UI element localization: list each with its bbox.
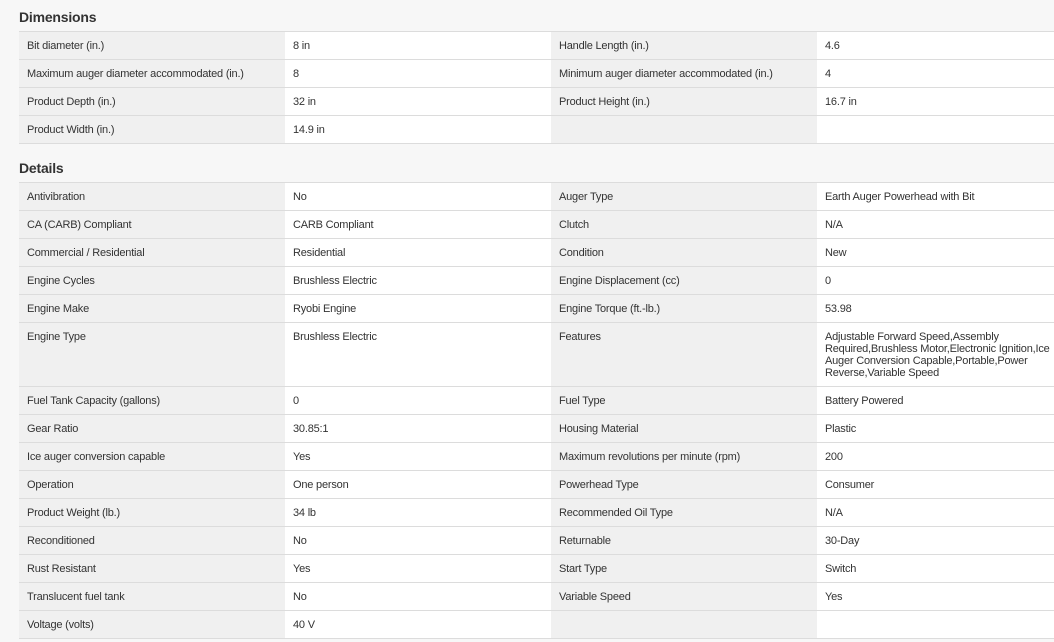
spec-value: Brushless Electric xyxy=(285,267,551,295)
spec-label: Bit diameter (in.) xyxy=(19,32,285,60)
spec-label: Condition xyxy=(551,239,817,267)
spec-label: Features xyxy=(551,323,817,387)
spec-label: Fuel Type xyxy=(551,387,817,415)
spec-value: Switch xyxy=(817,555,1054,583)
spec-label: Voltage (volts) xyxy=(19,611,285,639)
spec-value: N/A xyxy=(817,499,1054,527)
spec-value: 32 in xyxy=(285,88,551,116)
spec-row xyxy=(19,239,1054,267)
spec-value: No xyxy=(285,183,551,211)
spec-value: 40 V xyxy=(285,611,551,639)
spec-row xyxy=(19,267,1054,295)
spec-value: 0 xyxy=(817,267,1054,295)
spec-value: Brushless Electric xyxy=(285,323,551,387)
spec-label: Auger Type xyxy=(551,183,817,211)
spec-label: Variable Speed xyxy=(551,583,817,611)
details-heading: Details xyxy=(19,160,64,176)
spec-label xyxy=(551,116,817,144)
spec-value: New xyxy=(817,239,1054,267)
spec-value: Plastic xyxy=(817,415,1054,443)
spec-row xyxy=(19,499,1054,527)
spec-row xyxy=(19,183,1054,211)
spec-value: 8 xyxy=(285,60,551,88)
spec-label: Recommended Oil Type xyxy=(551,499,817,527)
spec-row xyxy=(19,387,1054,415)
spec-value: 34 lb xyxy=(285,499,551,527)
spec-label: Fuel Tank Capacity (gallons) xyxy=(19,387,285,415)
spec-row xyxy=(19,32,1054,60)
spec-row xyxy=(19,295,1054,323)
spec-label: Start Type xyxy=(551,555,817,583)
spec-label: Operation xyxy=(19,471,285,499)
spec-label: Maximum auger diameter accommodated (in.) xyxy=(19,60,285,88)
spec-row xyxy=(19,415,1054,443)
spec-value: 30.85:1 xyxy=(285,415,551,443)
spec-label xyxy=(551,611,817,639)
spec-row xyxy=(19,211,1054,239)
spec-label: Housing Material xyxy=(551,415,817,443)
spec-value: N/A xyxy=(817,211,1054,239)
spec-label: Engine Displacement (cc) xyxy=(551,267,817,295)
spec-label: Product Depth (in.) xyxy=(19,88,285,116)
spec-value: Ryobi Engine xyxy=(285,295,551,323)
spec-label: Returnable xyxy=(551,527,817,555)
spec-label: Clutch xyxy=(551,211,817,239)
spec-label: Translucent fuel tank xyxy=(19,583,285,611)
spec-label: Ice auger conversion capable xyxy=(19,443,285,471)
spec-row xyxy=(19,583,1054,611)
spec-label: Rust Resistant xyxy=(19,555,285,583)
spec-label: Engine Make xyxy=(19,295,285,323)
dimensions-table xyxy=(19,31,1054,144)
spec-value: No xyxy=(285,527,551,555)
spec-row xyxy=(19,443,1054,471)
spec-label: Commercial / Residential xyxy=(19,239,285,267)
spec-value: 53.98 xyxy=(817,295,1054,323)
spec-row xyxy=(19,60,1054,88)
spec-row xyxy=(19,116,1054,144)
spec-label: Antivibration xyxy=(19,183,285,211)
spec-value: One person xyxy=(285,471,551,499)
details-table xyxy=(19,182,1054,639)
spec-value: 4 xyxy=(817,60,1054,88)
spec-label: Engine Torque (ft.-lb.) xyxy=(551,295,817,323)
spec-value: 16.7 in xyxy=(817,88,1054,116)
spec-value: Consumer xyxy=(817,471,1054,499)
spec-value: 200 xyxy=(817,443,1054,471)
spec-row xyxy=(19,471,1054,499)
spec-label: Product Height (in.) xyxy=(551,88,817,116)
spec-label: Powerhead Type xyxy=(551,471,817,499)
spec-value: 4.6 xyxy=(817,32,1054,60)
spec-value: Earth Auger Powerhead with Bit xyxy=(817,183,1054,211)
spec-value: Residential xyxy=(285,239,551,267)
spec-value: 14.9 in xyxy=(285,116,551,144)
spec-value: Yes xyxy=(285,443,551,471)
spec-label: Minimum auger diameter accommodated (in.) xyxy=(551,60,817,88)
spec-value: Yes xyxy=(817,583,1054,611)
spec-label: Handle Length (in.) xyxy=(551,32,817,60)
spec-value: No xyxy=(285,583,551,611)
spec-label: Product Weight (lb.) xyxy=(19,499,285,527)
spec-label: Engine Type xyxy=(19,323,285,387)
spec-value xyxy=(817,116,1054,144)
spec-label: Maximum revolutions per minute (rpm) xyxy=(551,443,817,471)
spec-label: Product Width (in.) xyxy=(19,116,285,144)
spec-row xyxy=(19,527,1054,555)
spec-value: CARB Compliant xyxy=(285,211,551,239)
spec-label: Gear Ratio xyxy=(19,415,285,443)
spec-row xyxy=(19,611,1054,639)
spec-value: 8 in xyxy=(285,32,551,60)
spec-value: 30-Day xyxy=(817,527,1054,555)
spec-value: 0 xyxy=(285,387,551,415)
spec-row xyxy=(19,323,1054,387)
spec-label: Engine Cycles xyxy=(19,267,285,295)
spec-value: Battery Powered xyxy=(817,387,1054,415)
spec-value xyxy=(817,611,1054,639)
spec-row xyxy=(19,555,1054,583)
spec-value: Adjustable Forward Speed,Assembly Required,Brushless Motor,Electronic Ignition,Ice Auger Conversion Capable,Portable,Power Reverse,Variable Speed xyxy=(817,323,1054,387)
spec-label: CA (CARB) Compliant xyxy=(19,211,285,239)
spec-label: Reconditioned xyxy=(19,527,285,555)
spec-row xyxy=(19,88,1054,116)
spec-value: Yes xyxy=(285,555,551,583)
dimensions-heading: Dimensions xyxy=(19,9,97,25)
